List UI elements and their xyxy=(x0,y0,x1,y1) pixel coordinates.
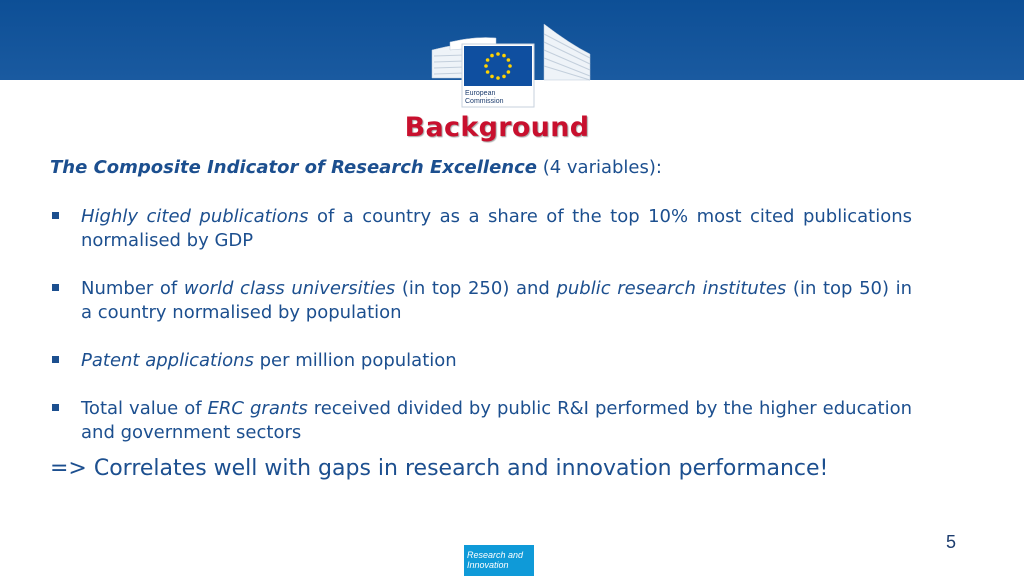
logo-line1: European xyxy=(465,90,496,97)
bullet-text: of a country as a share of the top 10% most cited publications normalised by GDP xyxy=(81,206,913,251)
bullet-text: Total value of xyxy=(81,398,208,419)
bullet-item xyxy=(50,277,912,325)
bullet-emphasis: Highly cited publications xyxy=(81,206,309,227)
bullet-emphasis: world class universities xyxy=(183,278,396,299)
conclusion-text: => Correlates well with gaps in research and innovation performance! xyxy=(50,456,829,481)
bullet-emphasis: ERC grants xyxy=(207,398,308,419)
bullet-text: (in top 50) in a country normalised by population xyxy=(81,278,913,323)
bullet-item xyxy=(50,397,912,445)
bullet-square-icon xyxy=(52,212,59,219)
footer-tag-line1: Research and xyxy=(467,550,524,560)
bullet-emphasis: Patent applications xyxy=(81,350,254,371)
bullet-text: (in top 250) and xyxy=(395,278,557,299)
eu-flag-icon xyxy=(464,46,532,86)
bullet-list xyxy=(50,205,912,445)
subtitle-emphasis: The Composite Indicator of Research Excellence xyxy=(50,157,537,178)
slide-title: Background xyxy=(404,112,590,143)
european-commission-logo xyxy=(420,14,600,110)
bullet-item xyxy=(50,205,912,253)
page-number: 5 xyxy=(946,532,957,552)
slide-subtitle xyxy=(50,157,662,178)
bullet-text: Number of xyxy=(81,278,184,299)
bullet-square-icon xyxy=(52,284,59,291)
bullet-item xyxy=(50,349,912,373)
bullet-emphasis: public research institutes xyxy=(556,278,787,299)
logo-line2: Commission xyxy=(465,98,504,105)
footer-tag-line2: Innovation xyxy=(467,560,509,570)
bullet-square-icon xyxy=(52,404,59,411)
bullet-square-icon xyxy=(52,356,59,363)
bullet-text: received divided by public R&I performed by the higher education and government sectors xyxy=(81,398,912,443)
research-innovation-tag xyxy=(464,545,534,576)
bullet-text: per million population xyxy=(253,350,457,371)
subtitle-rest: (4 variables): xyxy=(536,157,662,178)
